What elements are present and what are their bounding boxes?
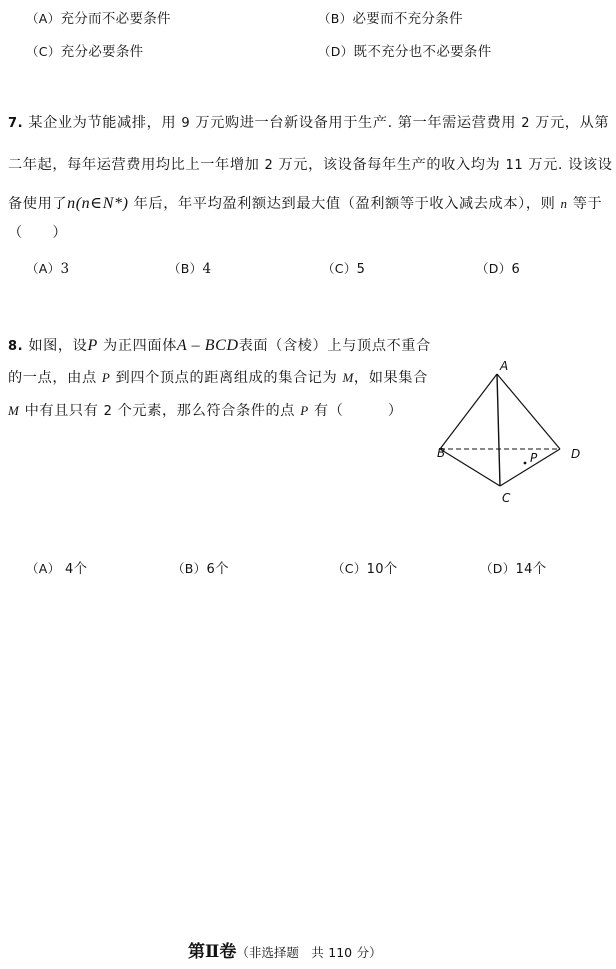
variable: n [560, 196, 568, 211]
option-label: （A） [26, 11, 61, 26]
q6-option-c [26, 40, 143, 60]
option-label: （B） [172, 561, 207, 576]
number: 2 [103, 404, 113, 419]
option-value: 10 [366, 562, 384, 577]
option-label: （B） [318, 11, 353, 26]
q8-line-2 [8, 367, 428, 387]
question-number: 8. [8, 339, 24, 354]
text: 二年起，每年运营费用均比上一年增加 [8, 157, 260, 173]
option-unit: 个 [383, 561, 398, 577]
option-unit: 个 [215, 561, 229, 577]
option-value: 6 [206, 562, 216, 577]
question-number: 7. [8, 116, 24, 131]
variable: P [101, 370, 111, 385]
text: 个元素，那么符合条件的点 [117, 403, 296, 419]
text: 万元，从第 [535, 115, 610, 131]
option-label: （C） [332, 561, 367, 576]
text: 有（ ） [313, 403, 403, 419]
option-text: 充分而不必要条件 [60, 11, 171, 27]
text: 万元，该设备每年生产的收入均为 [278, 157, 501, 173]
option-value: 4 [202, 261, 212, 277]
q6-option-b [318, 7, 463, 27]
option-label: （B） [168, 261, 203, 276]
q7-answer-blank: （ ） [8, 225, 68, 241]
number: 2 [264, 158, 274, 173]
total-points: 110 [328, 945, 353, 960]
math-expression: A – BCD [176, 337, 239, 354]
text: 如图，设 [28, 338, 88, 354]
variable: P [300, 403, 309, 418]
vertex-label-c: C [502, 491, 511, 505]
q8-line-3 [8, 400, 403, 420]
text: 年后，年平均盈利额达到最大值（盈利额等于收入减去成本），则 [133, 196, 556, 212]
option-label: （C） [322, 261, 357, 276]
text: 的一点，由点 [8, 370, 97, 386]
option-value: 14 [515, 562, 533, 577]
text: 中有且只有 [24, 403, 99, 419]
q6-option-a [26, 7, 171, 27]
option-label: （D） [480, 561, 516, 576]
point-label-p: P [530, 451, 538, 465]
text: ，如果集合 [353, 370, 428, 386]
section-2-heading [188, 937, 382, 962]
q7-option-c [322, 259, 365, 277]
option-value: 4 [65, 562, 74, 577]
option-label: （A） [26, 561, 61, 576]
option-unit: 个 [532, 561, 547, 577]
option-label: （D） [476, 261, 512, 276]
vertex-label-b: B [437, 446, 446, 460]
number: 9 [181, 116, 191, 131]
text: 万元. 设该设 [528, 157, 613, 173]
text: 表面（含棱）上与顶点不重合 [238, 338, 431, 354]
variable: M [342, 370, 354, 385]
number: 2 [521, 116, 531, 131]
text: 为正四面体 [102, 338, 177, 354]
section-title: 第Ⅱ卷 [188, 942, 237, 962]
number: 11 [505, 158, 524, 173]
q7-line-3 [8, 193, 602, 213]
option-text: 既不充分也不必要条件 [353, 44, 492, 60]
variable: P [87, 337, 98, 354]
section-subtitle: 分） [356, 945, 382, 960]
option-label: （D） [318, 44, 354, 59]
text: 某企业为节能减排，用 [28, 115, 177, 131]
text: 等于 [572, 196, 603, 212]
math-expression: n(n∈N*) [67, 195, 129, 212]
text: 备使用了 [8, 196, 68, 212]
q6-option-d [318, 40, 492, 60]
vertex-label-d: D [571, 447, 581, 461]
option-text: 必要而不充分条件 [352, 11, 463, 27]
section-subtitle: 共 [311, 945, 324, 960]
text: 到四个顶点的距离组成的集合记为 [115, 370, 338, 386]
tetrahedron-figure [420, 350, 616, 510]
q8-option-b [172, 557, 229, 577]
vertex-label-a: A [500, 359, 509, 373]
q7-option-b [168, 259, 211, 277]
section-subtitle: （非选择题 [236, 945, 299, 960]
q7-option-d [476, 259, 520, 277]
q7-line-1 [8, 112, 609, 132]
q8-line-1 [8, 335, 431, 355]
q7-line-2 [8, 154, 613, 174]
option-text: 充分必要条件 [60, 44, 144, 60]
q8-option-a [26, 557, 87, 577]
q7-option-a [26, 259, 69, 277]
q8-option-d [480, 557, 547, 577]
option-label: （A） [26, 261, 61, 276]
q8-option-c [332, 557, 398, 577]
option-value: 3 [60, 261, 70, 277]
text: 万元购进一台新设备用于生产. 第一年需运营费用 [195, 115, 517, 131]
option-value: 6 [511, 262, 521, 277]
option-label: （C） [26, 44, 61, 59]
option-value: 5 [356, 262, 366, 277]
variable: M [8, 403, 20, 418]
option-unit: 个 [73, 561, 88, 577]
